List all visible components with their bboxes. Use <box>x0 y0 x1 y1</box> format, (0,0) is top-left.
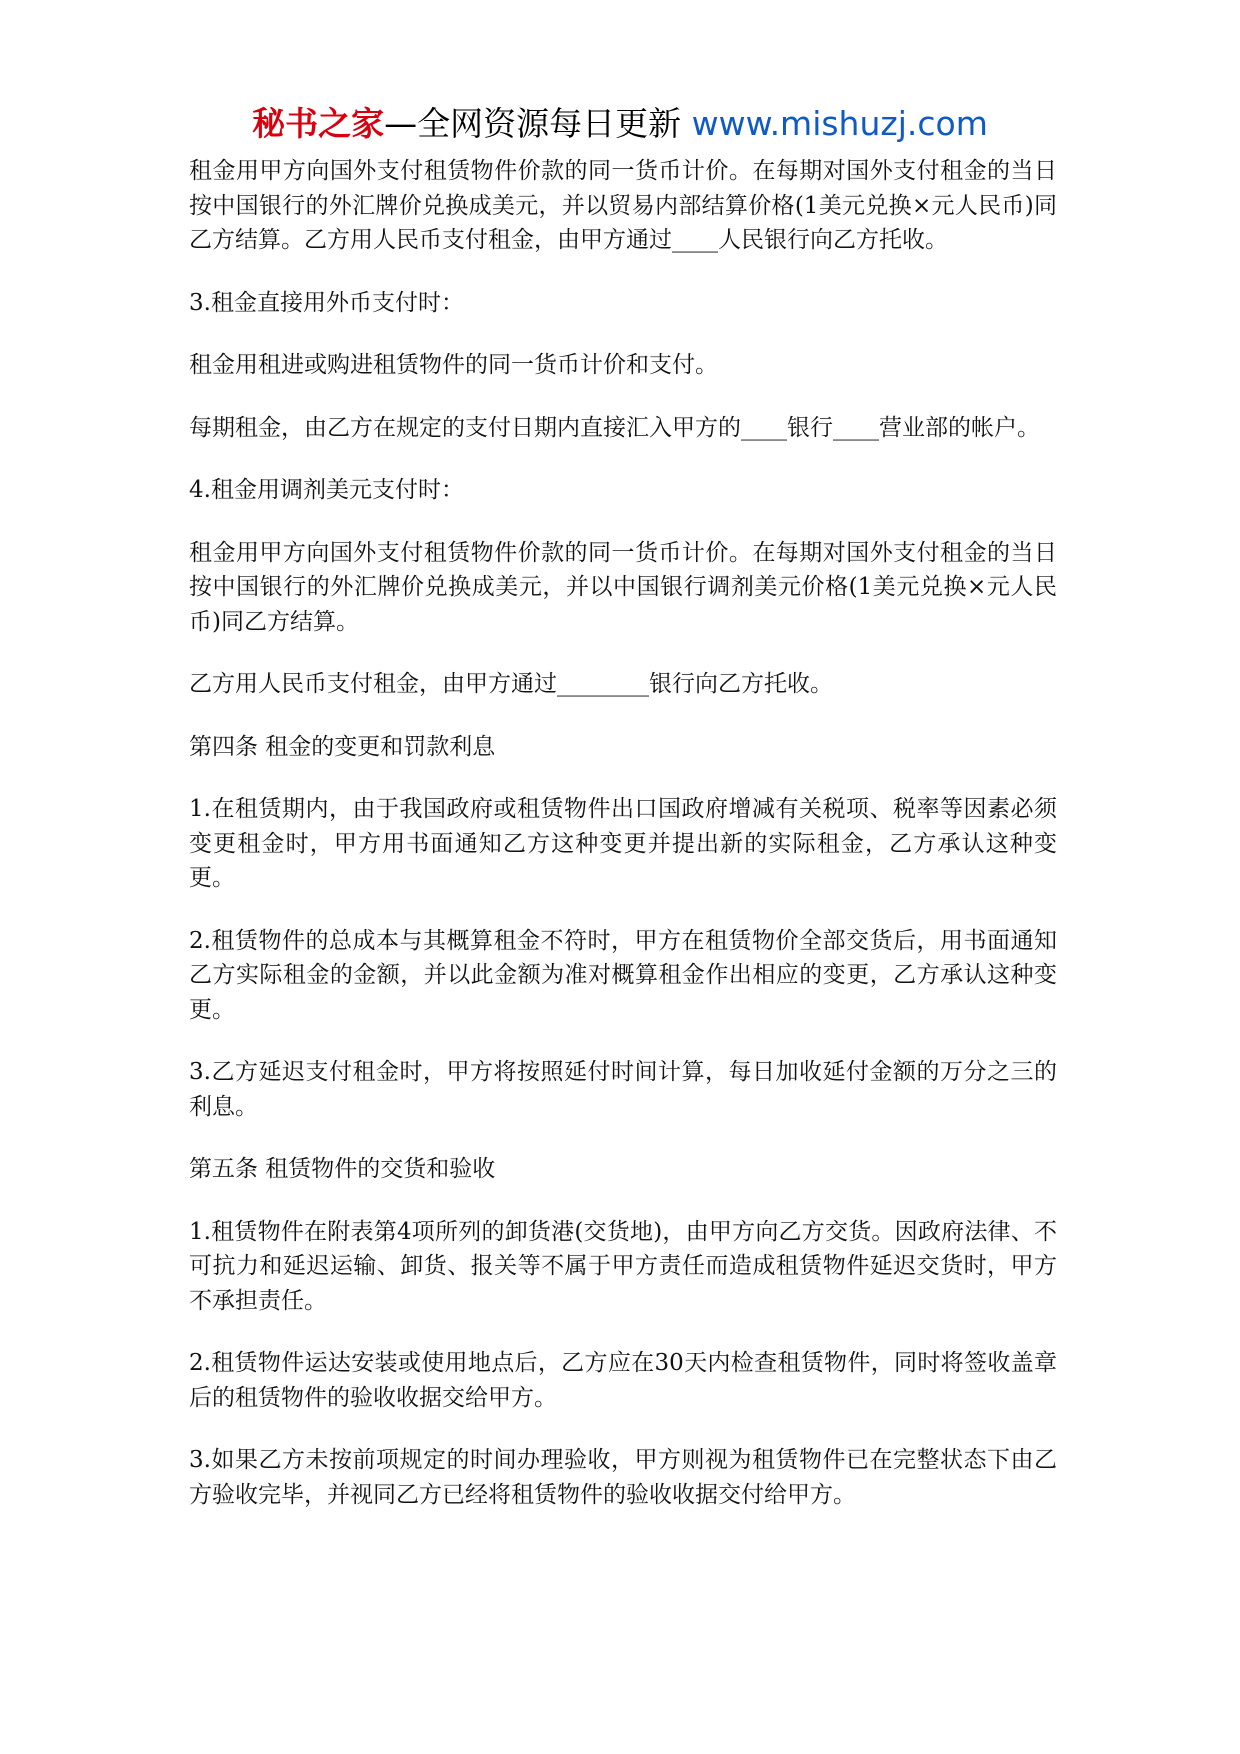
article-heading: 第五条 租赁物件的交货和验收 <box>189 1156 496 1182</box>
clause-item: 3.租金直接用外币支付时： <box>189 289 464 316</box>
clause-item: 1.在租赁期内，由于我国政府或租赁物件出口国政府增减有关税项、税率等因素必须变更租金时，甲方用书面通知乙方这种变更并提出新的实际租金，乙方承认这种变更。 <box>189 796 1057 891</box>
paragraph: 租金用甲方向国外支付租赁物件价款的同一货币计价。在每期对国外支付租金的当日按中国银行的外汇牌价兑换成美元，并以贸易内部结算价格(1美元兑换×元人民币)同乙方结算。乙方用人民币支付租金，由甲方通过____人民银行向乙方托收。 <box>189 158 1057 253</box>
paragraph: 每期租金，由乙方在规定的支付日期内直接汇入甲方的____银行____营业部的帐户。 <box>189 414 1040 441</box>
paragraph: 租金用租进或购进租赁物件的同一货币计价和支付。 <box>189 352 718 378</box>
site-url-link[interactable]: www.mishuzj.com <box>691 104 988 143</box>
clause-item: 2.租赁物件的总成本与其概算租金不符时，甲方在租赁物价全部交货后，用书面通知乙方实际租金的金额，并以此金额为准对概算租金作出相应的变更，乙方承认这种变更。 <box>189 927 1057 1023</box>
clause-item: 3.乙方延迟支付租金时，甲方将按照延付时间计算，每日加收延付金额的万分之三的利息。 <box>189 1059 1057 1120</box>
clause-item: 4.租金用调剂美元支付时： <box>189 477 464 503</box>
brand-name: 秘书之家 <box>252 104 385 143</box>
clause-item: 3.如果乙方未按前项规定的时间办理验收，甲方则视为租赁物件已在完整状态下由乙方验收完毕，并视同乙方已经将租赁物件的验收收据交付给甲方。 <box>189 1447 1057 1508</box>
document-body <box>189 154 1057 1540</box>
site-header <box>0 100 1240 148</box>
paragraph: 乙方用人民币支付租金，由甲方通过________银行向乙方托收。 <box>189 671 833 697</box>
clause-item: 2.租赁物件运达安装或使用地点后，乙方应在30天内检查租赁物件，同时将签收盖章后的租赁物件的验收收据交给甲方。 <box>189 1350 1057 1411</box>
paragraph: 租金用甲方向国外支付租赁物件价款的同一货币计价。在每期对国外支付租金的当日按中国银行的外汇牌价兑换成美元，并以中国银行调剂美元价格(1美元兑换×元人民币)同乙方结算。 <box>189 539 1057 635</box>
article-heading: 第四条 租金的变更和罚款利息 <box>189 733 496 760</box>
header-slogan: —全网资源每日更新 <box>384 104 682 143</box>
clause-item: 1.租赁物件在附表第4项所列的卸货港(交货地)，由甲方向乙方交货。因政府法律、不可抗力和延迟运输、卸货、报关等不属于甲方责任而造成租赁物件延迟交货时，甲方不承担责任。 <box>189 1218 1057 1314</box>
